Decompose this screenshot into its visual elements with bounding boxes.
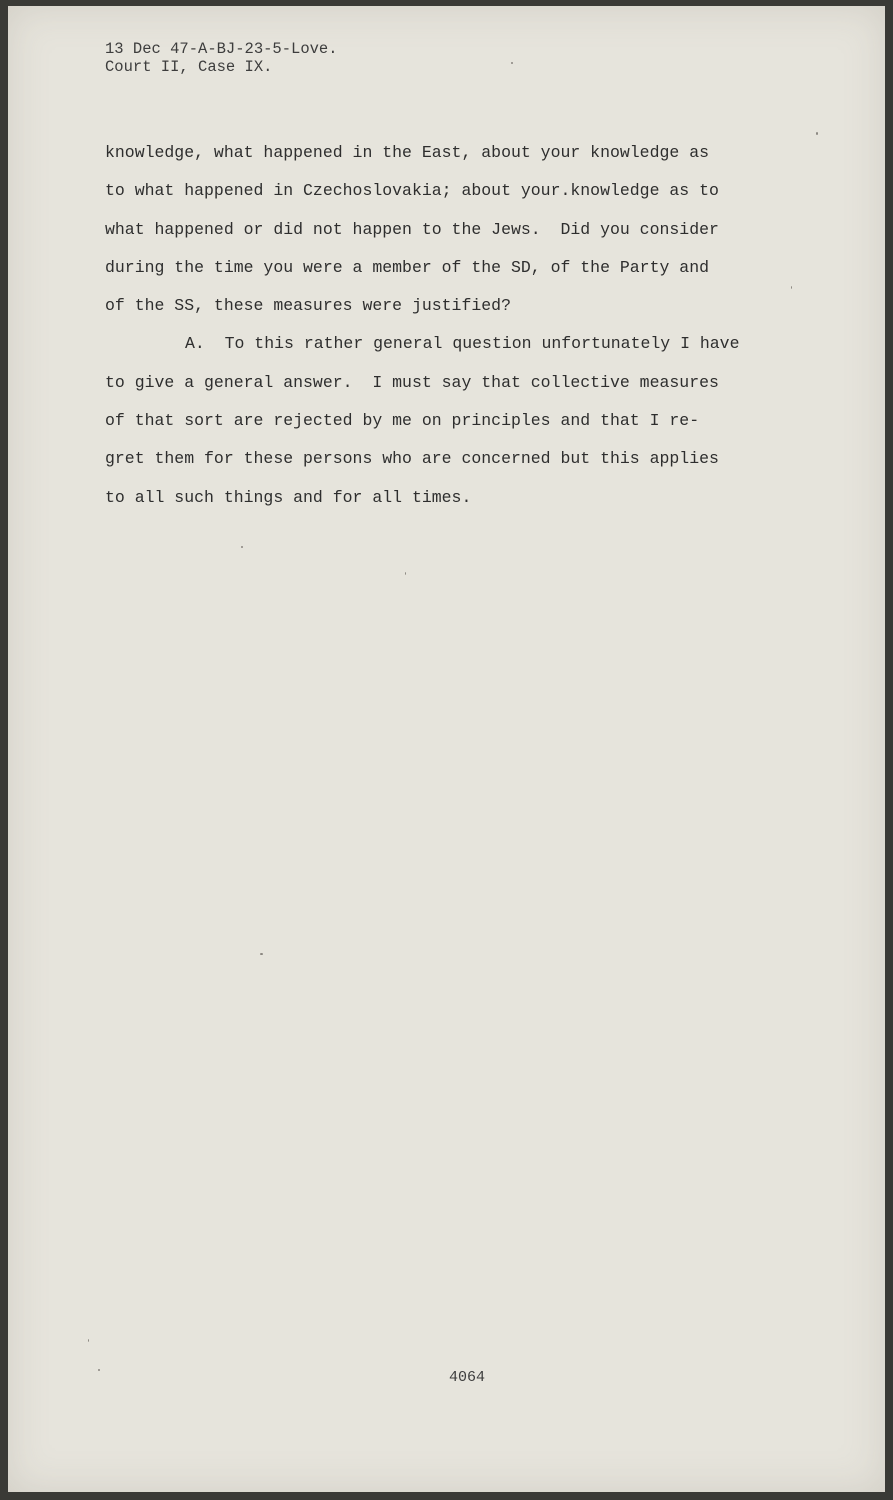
header-date-code: 13 Dec 47-A-BJ-23-5-Love. bbox=[105, 40, 338, 58]
transcript-line: of the SS, these measures were justified? bbox=[105, 296, 511, 316]
page-number: 4064 bbox=[449, 1369, 486, 1386]
transcript-line: of that sort are rejected by me on principles and that I re- bbox=[105, 411, 700, 431]
paper-speck bbox=[260, 953, 263, 955]
transcript-line: to what happened in Czechoslovakia; about your.knowledge as to bbox=[105, 181, 719, 201]
paper-speck bbox=[791, 286, 792, 289]
paper-speck bbox=[88, 1339, 89, 1342]
transcript-line: to all such things and for all times. bbox=[105, 487, 472, 507]
header-court-case: Court II, Case IX. bbox=[105, 58, 273, 76]
transcript-line: to give a general answer. I must say that collective measures bbox=[105, 372, 719, 392]
document-page bbox=[8, 6, 885, 1492]
transcript-line: what happened or did not happen to the Jews. Did you consider bbox=[105, 219, 719, 239]
transcript-answer-line: A. To this rather general question unfortunately I have bbox=[185, 334, 740, 354]
paper-speck bbox=[816, 132, 818, 135]
transcript-line: during the time you were a member of the SD, of the Party and bbox=[105, 257, 709, 277]
paper-speck bbox=[511, 62, 513, 64]
transcript-body bbox=[105, 134, 845, 517]
document-header bbox=[105, 40, 338, 76]
transcript-line: knowledge, what happened in the East, about your knowledge as bbox=[105, 143, 709, 162]
transcript-line: gret them for these persons who are concerned but this applies bbox=[105, 449, 719, 469]
paper-speck bbox=[241, 546, 243, 548]
paper-speck bbox=[98, 1369, 100, 1371]
paper-speck bbox=[405, 572, 406, 575]
